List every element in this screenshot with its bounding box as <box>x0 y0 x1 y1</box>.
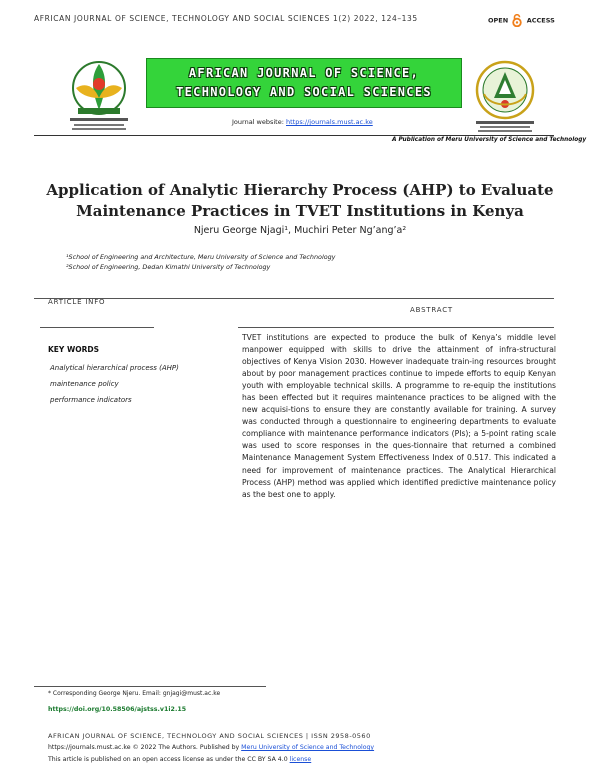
article-info-label: ARTICLE INFO <box>48 298 106 306</box>
open-access-right-text: ACCESS <box>526 16 555 25</box>
open-access-left-text: OPEN <box>488 16 509 25</box>
footnote-divider <box>34 686 266 687</box>
keyword-item: performance indicators <box>50 396 132 404</box>
abstract-label: ABSTRACT <box>410 306 453 314</box>
banner-line-1: AFRICAN JOURNAL OF SCIENCE, <box>188 66 420 80</box>
publisher-line: A Publication of Meru University of Science and Technology <box>392 137 587 143</box>
footer-license <box>48 756 311 763</box>
footer-copyright <box>48 744 374 751</box>
meru-university-logo <box>470 58 540 134</box>
article-title-line-1: Application of Analytic Hierarchy Process (AHP) to Evaluate <box>46 181 554 199</box>
keyword-item: maintenance policy <box>50 380 119 388</box>
affiliation-2: ²School of Engineering, Dedan Kimathi University of Technology <box>66 263 271 271</box>
ajstss-logo <box>66 58 132 132</box>
article-info-divider <box>40 327 154 328</box>
header-divider <box>34 135 554 136</box>
journal-website-link[interactable]: https://journals.must.ac.ke <box>286 118 373 126</box>
section-divider <box>34 298 554 299</box>
open-access-lock-icon <box>512 14 522 27</box>
journal-website-label: Journal website: <box>232 118 284 126</box>
license-link[interactable]: license <box>289 756 312 763</box>
journal-banner <box>146 58 462 108</box>
publisher-link[interactable]: Meru University of Science and Technology <box>241 744 375 751</box>
article-title-line-2: Maintenance Practices in TVET Institutions in Kenya <box>76 202 524 220</box>
article-title <box>40 180 560 222</box>
abstract-text: TVET institutions are expected to produce the bulk of Kenya’s middle level manpower equipped with skills to drive the attainment of infra-structural objectives of Kenya Vision 2030. However inadequate train-ing resources brought about by poor management practices continue to impede efforts to equip Kenyan youth with employable technical skills. A programme to re-equip the institutions has been effected but it requires maintenance practices to be aligned with the new acquisi-tions to ensure they are constantly available for training. A survey was conducted through a questionnaire to engineering departments to evaluate compliance with maintenance performance indicators (PIs); a 5-point rating scale was used to score responses in the ques-tionnaire that returned a combined Maintenance Management System Effectiveness Index of 0.517. This indicated a need for improvement of maintenance practices. The Analytical Hierarchical Process (AHP) method was applied which identified predictive maintenance policy as the best one to apply. <box>242 333 556 499</box>
license-text: This article is published on an open access license as under the CC BY SA 4.0 <box>48 756 288 763</box>
open-access-badge[interactable] <box>488 14 555 27</box>
abstract-divider <box>238 327 554 328</box>
journal-website <box>232 118 373 126</box>
doi-link[interactable]: https://doi.org/10.58506/ajstss.v1i2.15 <box>48 706 187 713</box>
correspondence-note: * Corresponding George Njeru. Email: gnjagi@must.ac.ke <box>48 690 221 697</box>
banner-line-2: TECHNOLOGY AND SOCIAL SCIENCES <box>176 85 432 99</box>
affiliation-1: ¹School of Engineering and Architecture, Meru University of Science and Technology <box>66 253 336 261</box>
copyright-text: https://journals.must.ac.ke © 2022 The Authors. Published by <box>48 744 240 751</box>
running-header: AFRICAN JOURNAL OF SCIENCE, TECHNOLOGY AND SOCIAL SCIENCES 1(2) 2022, 124–135 <box>34 14 418 23</box>
keyword-item: Analytical hierarchical process (AHP) <box>50 364 179 372</box>
keywords-heading: KEY WORDS <box>48 345 100 354</box>
article-authors: Njeru George Njagi¹, Muchiri Peter Ng’ang’a² <box>193 225 407 236</box>
footer-journal-line: AFRICAN JOURNAL OF SCIENCE, TECHNOLOGY AND SOCIAL SCIENCES | ISSN 2958-0560 <box>48 732 371 740</box>
